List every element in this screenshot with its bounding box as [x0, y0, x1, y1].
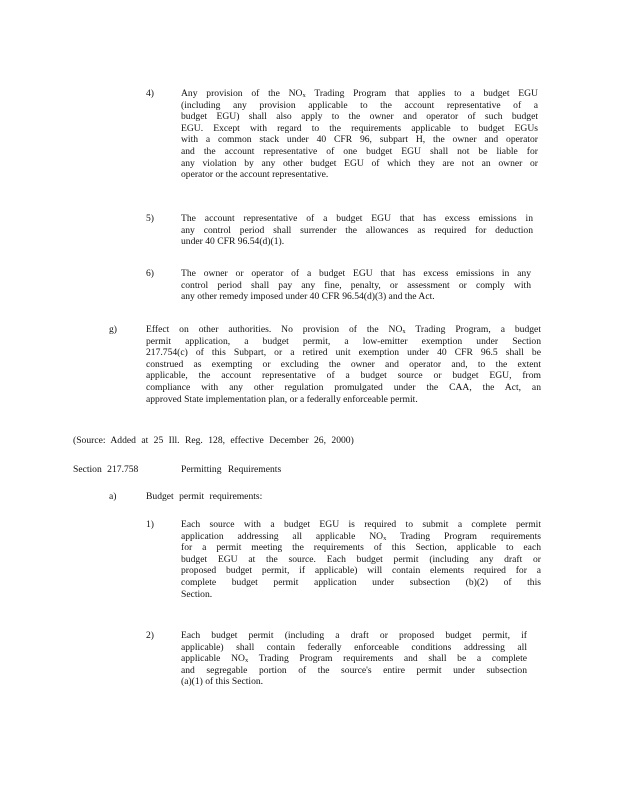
text-line: (a)(1) of this Section. [181, 676, 264, 688]
text-line: applicable, the account representative of a budget source or budget EGU, from [146, 370, 541, 382]
item-number: 2) [146, 630, 154, 641]
section-number: Section 217.758 [73, 464, 139, 475]
text-line: compliance with any other regulation promulgated under the CAA, the Act, an [146, 381, 541, 393]
text-line: approved State implementation plan, or a federally enforceable permit. [146, 393, 418, 405]
text-line: EGU. Except with regard to the requirements applicable to budget EGUs [181, 122, 538, 134]
paragraph-item-g [146, 324, 541, 405]
text-line: operator or the account representative. [181, 169, 329, 181]
text-line: applicable $NO_x$ Trading Program requirements and shall be a complete [181, 653, 527, 665]
paragraph-item-a1 [181, 519, 541, 600]
paragraph-item-a2 [181, 630, 527, 688]
text-line: The account representative of a budget EGU that has excess emissions in [181, 213, 533, 224]
paragraph-item-4 [181, 88, 538, 181]
text-line: (including any provision applicable to the account representative of a [181, 99, 538, 111]
text-line: applicable) shall contain federally enforceable conditions addressing all [181, 641, 527, 653]
text-line: any violation by any other budget EGU of which they are not an owner or [181, 157, 538, 169]
text-line: for a permit meeting the requirements of this Section, applicable to each [181, 542, 541, 554]
text-line: and the account representative of one budget EGU shall not be liable for [181, 145, 538, 157]
text-line: The owner or operator of a budget EGU that has excess emissions in any [181, 268, 531, 279]
text-line: Each budget permit (including a draft or proposed budget permit, if [181, 630, 527, 641]
text-line: any control period shall surrender the allowances as required for deduction [181, 224, 533, 236]
subsection-number: a) [109, 491, 117, 502]
text-line: budget EGU at the source. Each budget permit (including any draft or [181, 553, 541, 565]
item-number: 5) [146, 213, 154, 224]
text-line: and segregable portion of the source's entire permit under subsection [181, 664, 527, 676]
text-line: under 40 CFR 96.54(d)(1). [181, 236, 285, 248]
item-number: 6) [146, 268, 154, 279]
text-line: budget EGU) shall also apply to the owner and operator of such budget [181, 111, 538, 123]
text-line: application addressing all applicable $NO_x$ Trading Program requirements [181, 530, 541, 542]
text-line: Any provision of the $NO_x$ Trading Program that applies to a budget EGU [181, 88, 538, 99]
text-line: permit application, a budget permit, a low-emitter exemption under Section [146, 335, 541, 347]
text-line: complete budget permit application under subsection (b)(2) of this [181, 576, 541, 588]
text-line: with a common stack under 40 CFR 96, subpart H, the owner and operator [181, 134, 538, 146]
text-line: any other remedy imposed under 40 CFR 96.54(d)(3) and the Act. [181, 291, 435, 303]
text-line: Effect on other authorities. No provision of the $NO_x$ Trading Program, a budget [146, 324, 541, 335]
source-note: (Source: Added at 25 Ill. Reg. 128, effective December 26, 2000) [73, 435, 354, 446]
text-line: Each source with a budget EGU is required to submit a complete permit [181, 519, 541, 530]
text-line: proposed budget permit, if applicable) will contain elements required for a [181, 565, 541, 577]
section-title: Permitting Requirements [181, 464, 282, 475]
item-number: 1) [146, 519, 154, 530]
item-number: 4) [146, 88, 154, 99]
text-line: construed as exempting or excluding the owner and operator and, to the extent [146, 358, 541, 370]
subsection-heading: Budget permit requirements: [146, 491, 263, 502]
paragraph-item-5 [181, 213, 533, 248]
paragraph-item-6 [181, 268, 531, 303]
text-line: control period shall pay any fine, penalty, or assessment or comply with [181, 279, 531, 291]
text-line: 217.754(c) of this Subpart, or a retired unit exemption under 40 CFR 96.5 shall be [146, 347, 541, 359]
item-number: g) [109, 324, 117, 335]
text-line: Section. [181, 588, 213, 600]
